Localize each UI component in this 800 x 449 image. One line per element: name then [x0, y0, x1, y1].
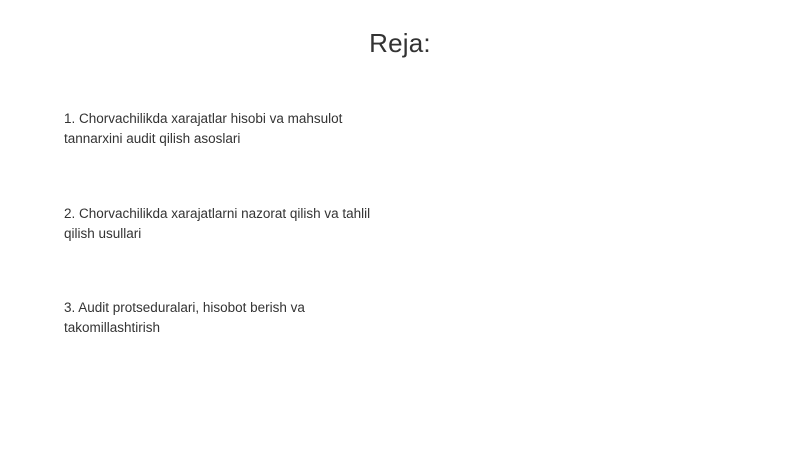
slide-title: Reja: — [369, 28, 431, 58]
plan-item-2: 2. Chorvachilikda xarajatlarni nazorat qilish va tahlil qilish usullari — [64, 206, 371, 241]
plan-item-1: 1. Chorvachilikda xarajatlar hisobi va mahsulot tannarxini audit qilish asoslari — [64, 111, 343, 146]
plan-item-3: 3. Audit protseduralari, hisobot berish va takomillashtirish — [64, 300, 305, 335]
